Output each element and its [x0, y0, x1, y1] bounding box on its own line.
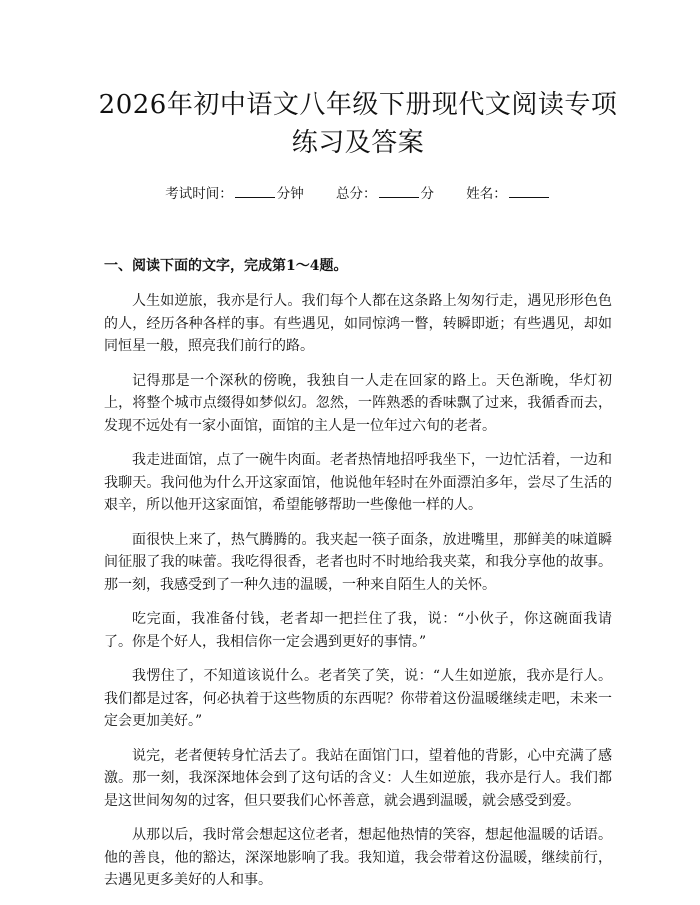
- student-name-field: [466, 184, 551, 204]
- total-score-blank: [379, 184, 419, 198]
- exam-time-field: [165, 184, 304, 204]
- passage-paragraph: 面很快上来了，热气腾腾的。我夹起一筷子面条，放进嘴里，那鲜美的味道瞬间征服了我的味蕾。我吃得很香，老者也时不时地给我夹菜，和我分享他的故事。那一刻，我感受到了一种久违的温暖，一种来自陌生人的关怀。: [104, 531, 612, 593]
- passage-paragraph: 吃完面，我准备付钱，老者却一把拦住了我，说：“小伙子，你这碗面我请了。你是个好人，我相信你一定会遇到更好的事情。”: [104, 611, 612, 650]
- passage-paragraph: 记得那是一个深秋的傍晚，我独自一人走在回家的路上。天色渐晚，华灯初上，将整个城市点缀得如梦似幻。忽然，一阵熟悉的香味飘了过来，我循香而去，发现不远处有一家小面馆，面馆的主人是一位年过六旬的老者。: [104, 372, 612, 434]
- exam-info-line: [104, 184, 612, 204]
- passage-paragraph: 我走进面馆，点了一碗牛肉面。老者热情地招呼我坐下，一边忙活着，一边和我聊天。我问他为什么开这家面馆，他说他年轻时在外面漂泊多年，尝尽了生活的艰辛，所以他开这家面馆，希望能够帮助一些像他一样的人。: [104, 452, 612, 513]
- student-name-blank: [509, 184, 549, 198]
- reading-passage: [104, 290, 612, 892]
- exam-time-label: 考试时间：: [165, 186, 233, 202]
- passage-paragraph: 说完，老者便转身忙活去了。我站在面馆门口，望着他的背影，心中充满了感激。那一刻，我深深地体会到了这句话的含义：人生如逆旅，我亦是行人。我们都是这世间匆匆的过客，但只要我们心怀善意，就会遇到温暖，就会感受到爱。: [104, 747, 612, 809]
- total-score-label: 总分：: [336, 186, 377, 202]
- passage-paragraph: 我愣住了，不知道该说什么。老者笑了笑，说：“人生如逆旅，我亦是行人。我们都是过客，何必执着于这些物质的东西呢？你带着这份温暖继续走吧，未来一定会更加美好。”: [104, 668, 612, 729]
- exam-time-unit: 分钟: [276, 186, 304, 202]
- document-title: 2026年初中语文八年级下册现代文阅读专项练习及答案: [98, 90, 618, 158]
- section-heading: 一、阅读下面的文字，完成第1～4题。: [104, 258, 348, 274]
- passage-paragraph: 人生如逆旅，我亦是行人。我们每个人都在这条路上匆匆行走，遇见形形色色的人，经历各种各样的事。有些遇见，如同惊鸿一瞥，转瞬即逝；有些遇见，却如同恒星一般，照亮我们前行的路。: [104, 293, 612, 354]
- student-name-label: 姓名：: [466, 186, 507, 202]
- total-score-unit: 分: [420, 186, 434, 202]
- exam-time-blank: [235, 184, 275, 198]
- total-score-field: [336, 184, 434, 204]
- passage-paragraph: 从那以后，我时常会想起这位老者，想起他热情的笑容，想起他温暖的话语。他的善良，他的豁达，深深地影响了我。我知道，我会带着这份温暖，继续前行，去遇见更多美好的人和事。: [104, 827, 612, 888]
